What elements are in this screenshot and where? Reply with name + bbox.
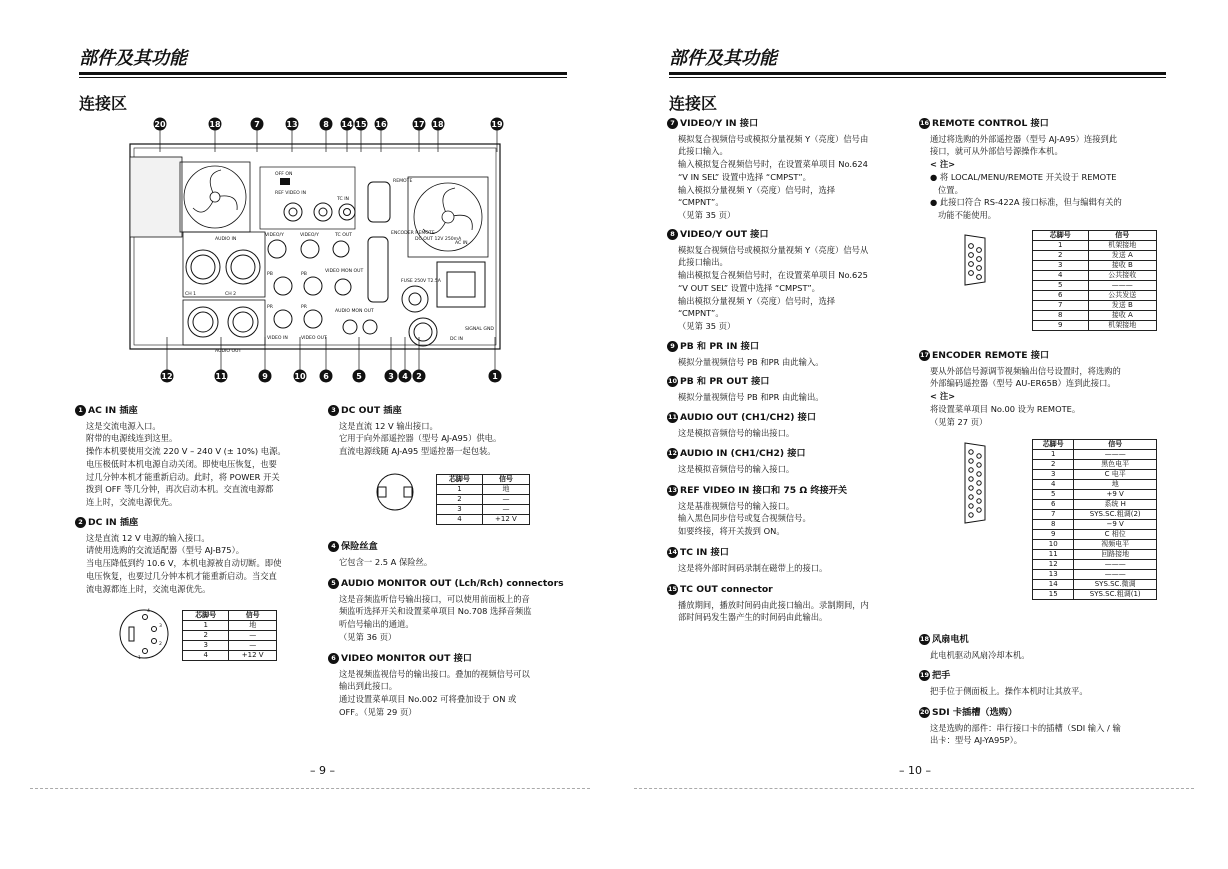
dsub-15pin-icon bbox=[962, 440, 988, 526]
item-dc-in: 2 DC IN 插座 这是直流 12 V 电源的输入接口。 请使用选购的交流适配器（型号 AJ-B75）。 当电压降低到约 10.6 V，本机电源被自动切断。即使 电压恢复，也要过几分钟本机才能重新启动。当交直 流电源都连上时，交流电源优先。 bbox=[75, 517, 281, 595]
label-encoder-remote: ENCODER REMOTE bbox=[391, 231, 435, 236]
dsub-9pin-icon bbox=[962, 232, 988, 288]
item-audio-out: 11 AUDIO OUT (CH1/CH2) 接口 这是模拟音频信号的输出接口。 bbox=[667, 412, 817, 438]
label-pr: PR bbox=[267, 305, 273, 310]
callout-number: 1 bbox=[492, 371, 498, 381]
item-dc-out: 3 DC OUT 插座 这是直流 12 V 输出接口。 它用于向外部遥控器（型号 AJ-A95）供电。 直流电源线随 AJ-A95 型遥控器一起包装。 bbox=[328, 405, 501, 458]
label-fuse: FUSE 250V T2.5A bbox=[401, 279, 441, 284]
callout-number: 17 bbox=[413, 119, 425, 129]
dc-in-pin-table: 芯脚号 信号 1 地 2 — 3 — 4 +12 V bbox=[182, 610, 277, 661]
callout-number: 12 bbox=[161, 371, 173, 381]
item-ac-in: 1 AC IN 插座 这是交流电源入口。 附带的电源线连到这里。 操作本机要使用交流 220 V – 240 V (± 10%) 电源。 电压极低时本机电源自动关闭。即使电压恢复，也要 过几分钟本机才能重新启动。此时，将 POWER 开关 拨到 OFF 等几分钟，再次启动本机。交直流电源都 连上时，交流电源优先。 bbox=[75, 405, 286, 509]
header-rule-thin bbox=[79, 77, 567, 78]
label-ref-video-in: REF VIDEO IN bbox=[275, 191, 307, 196]
item-tc-out: 15 TC OUT connector 播放期间，播放时间码由此接口输出。录制期间，内 部时间码发生器产生的时间码由此输出。 bbox=[667, 584, 869, 623]
page-right bbox=[614, 0, 1228, 869]
label-pb-out: PB bbox=[301, 272, 307, 277]
label-off-on: OFF ON bbox=[275, 172, 293, 177]
item-title: 保险丝盒 bbox=[341, 541, 378, 552]
callout-number: 8 bbox=[323, 119, 329, 129]
callout-number: 9 bbox=[262, 371, 268, 381]
fan-left-icon bbox=[180, 162, 250, 232]
header-rule bbox=[79, 72, 567, 75]
callout-number: 19 bbox=[491, 119, 503, 129]
callout-number: 15 bbox=[355, 119, 367, 129]
label-signal-gnd: SIGNAL GND bbox=[465, 327, 494, 332]
item-ref-video-in: 13 REF VIDEO IN 接口和 75 Ω 终接开关 这是基准视频信号的输入接口。 输入黑色同步信号或复合视频信号。 如要终接，将开关拨到 ON。 bbox=[667, 485, 848, 537]
callout-number: 18 bbox=[209, 119, 221, 129]
label-pr-out: PR bbox=[301, 305, 307, 310]
item-title: DC IN 插座 bbox=[88, 517, 139, 528]
item-video-y-in: 7 VIDEO/Y IN 接口 模拟复合视频信号或模拟分量视频 Y（亮度）信号由 此接口输入。 输入模拟复合视频信号时，在设置菜单项目 No.624 “V IN SEL” 设置中选择 “CMPST”。 输入模拟分量视频 Y（亮度）信号时，选择 “CMPNT”。 （见第 35 页） bbox=[667, 118, 868, 222]
item-handle: 19 把手 把手位于侧面板上。操作本机时让其放平。 bbox=[919, 670, 1088, 696]
label-audio-mon-out: AUDIO MON OUT bbox=[335, 309, 374, 314]
item-audio-monitor-out: 5 AUDIO MONITOR OUT (Lch/Rch) connectors 这是音频监听信号输出接口，可以使用前面板上的音 频监听选择开关和设置菜单项目 No.708 选择音频监 听信号输出的通道。 （见第 36 页） bbox=[328, 578, 564, 644]
item-fuse-box: 4 保险丝盒 它包含一 2.5 A 保险丝。 bbox=[328, 541, 432, 568]
page-header: 部件及其功能 bbox=[79, 48, 187, 69]
item-pb-pr-out: 10 PB 和 PR OUT 接口 模拟分量视频信号 PB 和PR 由此输出。 bbox=[667, 376, 824, 402]
bottom-divider bbox=[634, 788, 1194, 789]
header-rule bbox=[669, 72, 1166, 75]
item-pb-pr-in: 9 PB 和 PR IN 接口 模拟分量视频信号 PB 和PR 由此输入。 bbox=[667, 341, 824, 368]
label-tc-in: TC IN bbox=[337, 197, 349, 202]
item-video-monitor-out: 6 VIDEO MONITOR OUT 接口 这是视频监视信号的输出接口。叠加的视频信号可以 输出到此接口。 通过设置菜单项目 No.002 可将叠加设于 ON 或 OFF。（见第 29 页） bbox=[328, 653, 530, 719]
label-dc-in: DC IN bbox=[450, 337, 463, 342]
label-ac-in: AC IN bbox=[455, 241, 468, 246]
callout-number: 6 bbox=[323, 371, 329, 381]
callout-number: 10 bbox=[294, 371, 306, 381]
remote-pin-table: 芯脚号 信号 1 机架接地 2 发送 A 3 接收 B 4 公共接收 5 ——— 6 公共发送 7 发送 B 8 接收 A 9 机架接地 bbox=[1032, 230, 1157, 331]
item-sdi-slot: 20 SDI 卡插槽（选购） 这是选购的部件：串行接口卡的插槽（SDI 输入 / 输 出卡：型号 AJ-YA95P）。 bbox=[919, 707, 1121, 746]
panel-outline bbox=[130, 144, 500, 349]
callout-number: 20 bbox=[154, 119, 166, 129]
label-video-y-out: VIDEO/Y bbox=[300, 233, 319, 238]
label-video-mon-out: VIDEO MON OUT bbox=[325, 269, 364, 274]
callout-number: 4 bbox=[402, 371, 408, 381]
label-video-out: VIDEO OUT bbox=[301, 336, 327, 341]
callouts-bottom bbox=[161, 337, 502, 383]
label-video-y: VIDEO/Y bbox=[265, 233, 284, 238]
page-header: 部件及其功能 bbox=[669, 48, 777, 69]
item-video-y-out: 8 VIDEO/Y OUT 接口 模拟复合视频信号或模拟分量视频 Y（亮度）信号从 此接口输出。 输出模拟复合视频信号时，在设置菜单项目 No.625 “V OUT SEL” 设置中选择 “CMPST”。 输出模拟分量视频 Y（亮度）信号时，选择 “CMPNT”。 （见第 35 页） bbox=[667, 229, 868, 333]
label-audio-out: AUDIO OUT bbox=[215, 349, 242, 354]
bottom-divider bbox=[30, 788, 590, 789]
item-title: DC OUT 插座 bbox=[341, 405, 402, 416]
callout-number: 18 bbox=[432, 119, 444, 129]
callout-number: 5 bbox=[356, 371, 362, 381]
rear-panel-diagram bbox=[125, 112, 520, 384]
callouts-top bbox=[154, 118, 504, 153]
label-tc-out: TC OUT bbox=[335, 233, 352, 238]
label-video-in: VIDEO IN bbox=[267, 336, 288, 341]
section-title: 连接区 bbox=[669, 94, 718, 113]
dc-out-connector-icon bbox=[368, 472, 422, 512]
termination-switch bbox=[280, 178, 290, 185]
label-audio-in: AUDIO IN bbox=[215, 237, 237, 242]
encoder-pin-table: 芯脚号 信号 1 ——— 2 黑色电平 3 C 电平 4 地 5 +9 V 6 系统 H 7 SYS.SC.粗调(2) 8 −9 V 9 C 相位 10 视频电平 11 回路接地 12 ——— 13 ——— 14 SYS.SC.微调 15 SYS.SC.粗调(1) bbox=[1032, 439, 1157, 600]
callout-number: 14 bbox=[341, 119, 353, 129]
item-encoder-remote: 17 ENCODER REMOTE 接口 要从外部信号源调节视频输出信号设置时，将选购的 外部编码遥控器（型号 AU-ER65B）连到此接口。 < 注> 将设置菜单项目 No.00 设为 REMOTE。 （见第 27 页） bbox=[919, 350, 1121, 427]
label-pb: PB bbox=[267, 272, 273, 277]
item-fan-motor: 18 风扇电机 此电机驱动风扇冷却本机。 bbox=[919, 634, 1030, 660]
svg-text:2: 2 bbox=[159, 642, 162, 647]
label-remote: REMOTE bbox=[393, 179, 413, 184]
item-title: AC IN 插座 bbox=[88, 405, 138, 416]
page-number: – 9 – bbox=[310, 764, 335, 777]
label-ch2: CH 2 bbox=[225, 292, 237, 297]
callout-number: 13 bbox=[286, 119, 298, 129]
item-title: VIDEO MONITOR OUT 接口 bbox=[341, 653, 472, 664]
item-remote-control: 16 REMOTE CONTROL 接口 通过将选购的外部遥控器（型号 AJ-A95）连接到此 接口，就可从外部信号源操作本机。 < 注> ● 将 LOCAL/MENU/REMOTE 开关设于 REMOTE 位置。 ● 此接口符合 RS-422A 接口标准，但与编辑有关的 功能不能使用。 bbox=[919, 118, 1122, 220]
callout-number: 11 bbox=[215, 371, 227, 381]
item-audio-in: 12 AUDIO IN (CH1/CH2) 接口 这是模拟音频信号的输入接口。 bbox=[667, 448, 806, 474]
callout-number: 16 bbox=[375, 119, 387, 129]
item-title: AUDIO MONITOR OUT (Lch/Rch) connectors bbox=[341, 578, 564, 589]
sdi-slot bbox=[130, 157, 182, 237]
dc-out-pin-table: 芯脚号 信号 1 地 2 — 3 — 4 +12 V bbox=[436, 474, 530, 525]
callout-number: 3 bbox=[388, 371, 394, 381]
dc-in-connector-icon bbox=[118, 605, 170, 663]
callout-number: 2 bbox=[416, 371, 422, 381]
label-dc-out: DC OUT 12V 250mA bbox=[415, 237, 462, 242]
header-rule-thin bbox=[669, 77, 1166, 78]
fan-right-icon bbox=[408, 177, 488, 257]
item-tc-in: 14 TC IN 接口 这是将外部时间码录制在磁带上的接口。 bbox=[667, 547, 828, 573]
svg-text:1: 1 bbox=[138, 656, 141, 661]
section-title: 连接区 bbox=[79, 94, 128, 113]
svg-text:4: 4 bbox=[147, 609, 150, 614]
label-ch1: CH 1 bbox=[185, 292, 197, 297]
callout-number: 7 bbox=[254, 119, 260, 129]
svg-text:3: 3 bbox=[159, 624, 162, 629]
page-number: – 10 – bbox=[899, 764, 931, 777]
